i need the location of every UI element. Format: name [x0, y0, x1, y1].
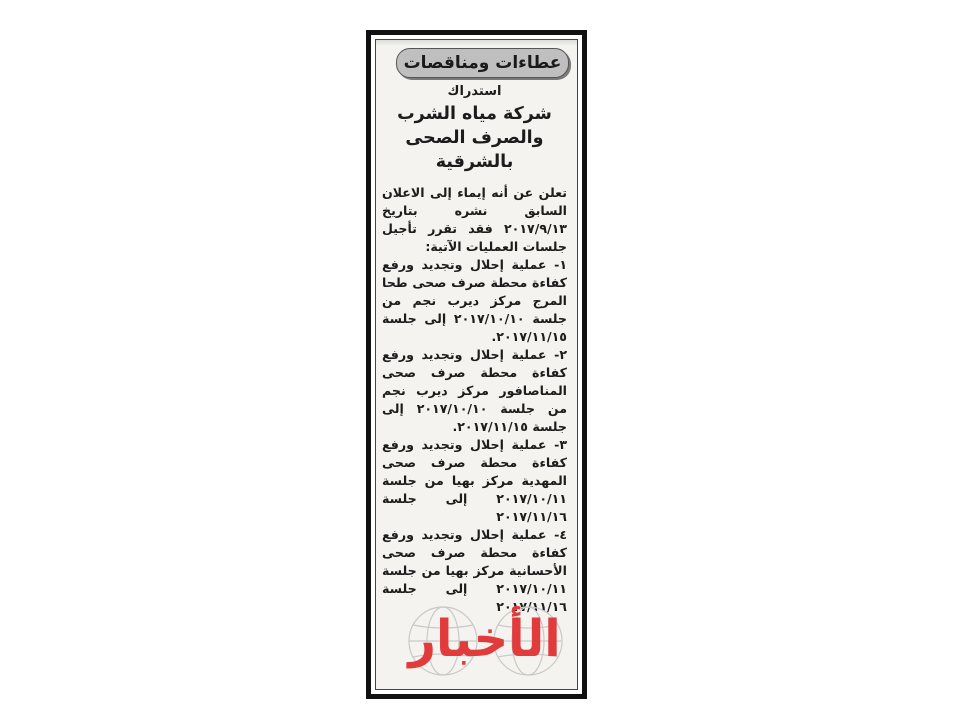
section-header-title: عطاءات ومناقصات: [403, 53, 562, 73]
newspaper-logo-text: الأخبار: [408, 609, 561, 669]
section-header: [396, 48, 569, 78]
company-name: شركة مياه الشرب والصرف الصحى بالشرقية: [397, 104, 552, 172]
announcement-body: [382, 84, 567, 616]
list-item-3: ٣- عملية إحلال وتجديد ورفع كفاءة محطة صرف صحى المهدية مركز بهيا من جلسة ٢٠١٧/١٠/١١ إلى جلسة ٢٠١٧/١١/١٦: [382, 437, 567, 524]
newspaper-clipping: [375, 39, 578, 690]
list-item-1: ١- عملية إحلال وتجديد ورفع كفاءة محطة صرف صحى طحا المرج مركز ديرب نجم من جلسة ٢٠١٧/١٠/١٠ إلى جلسة ٢٠١٧/١١/١٥.: [382, 257, 567, 344]
kicker: استدراك: [447, 84, 502, 99]
list-item-4: ٤- عملية إحلال وتجديد ورفع كفاءة محطة صرف صحى الأحسانية مركز بهيا من جلسة ٢٠١٧/١٠/١١ إلى جلسة ٢٠١٧/١١/١٦: [382, 527, 567, 614]
list-item-2: ٢- عملية إحلال وتجديد ورفع كفاءة محطة صرف صحى المناصافور مركز ديرب نجم من جلسة ٢٠١٧/١٠/١٠ إلى جلسة ٢٠١٧/١١/١٥.: [382, 347, 567, 434]
intro-paragraph: تعلن عن أنه إيماء إلى الاعلان السابق نشره بتاريخ ٢٠١٧/٩/١٣ فقد تقرر تأجيل جلسات العمليات الآتية:: [382, 185, 567, 254]
newspaper-clipping-frame: [366, 30, 587, 699]
newspaper-logo: [398, 601, 571, 683]
